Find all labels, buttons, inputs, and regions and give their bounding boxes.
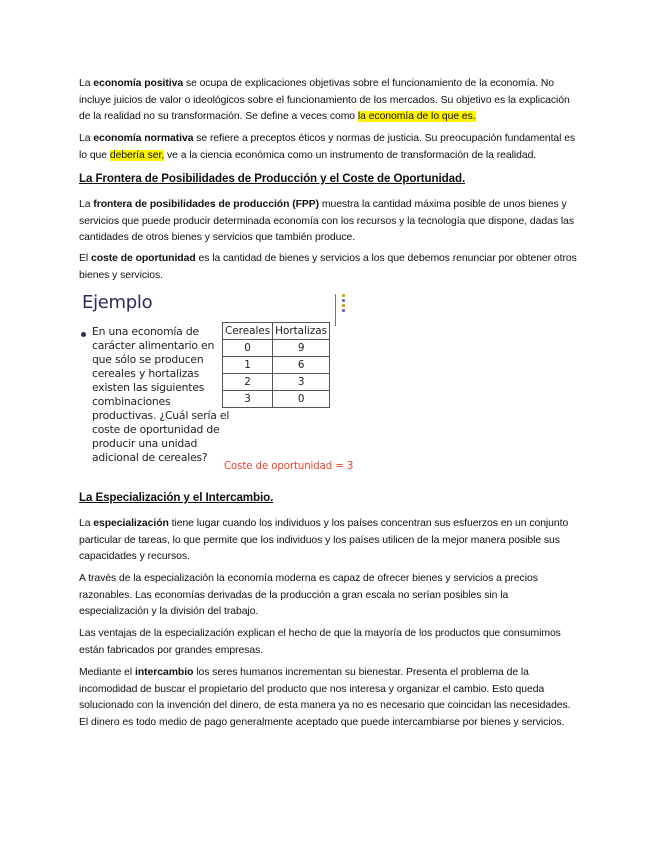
highlight-lo-que-es: la economía de lo que es. <box>357 111 476 122</box>
paragraph-economia-moderna: A través de la especialización la economía moderna es capaz de ofrecer bienes y servicios a precios razonables. Las economías derivadas de la producción a gran escala no serían posibles sin la especialización y la división del trabajo. <box>79 573 538 617</box>
table-row <box>223 357 330 374</box>
term-intercambio: intercambio <box>135 667 194 678</box>
table-header-row <box>223 323 330 340</box>
table-header-hortalizas: Hortalizas <box>273 323 330 340</box>
paragraph-intercambio: Mediante el intercambio los seres humanos incrementan su bienestar. Presenta el problema de la incomodidad de buscar el propietario del producto que nos interesa y organizar el cambio. Esto queda solucionado con la invención del dinero, de esta manera ya no es necesario que coincidan las necesidades. El dinero es todo medio de pago generalmente aceptado que puede intercambiarse por bienes y servicios. <box>79 667 571 728</box>
example-bullet-text: En una economía de carácter alimentario en que sólo se producen cereales y hortalizas existen las siguientes combinaciones productivas. ¿Cuál sería el coste de oportunidad de producir una unidad adicional de cereales? <box>92 325 230 464</box>
table-cell: 0 <box>223 340 273 357</box>
example-result: Coste de oportunidad = 3 <box>224 461 354 472</box>
table-cell: 9 <box>273 340 330 357</box>
table-cell: 2 <box>223 374 273 391</box>
table-cell: 6 <box>273 357 330 374</box>
table-header-cereales: Cereales <box>223 323 273 340</box>
table-row <box>223 340 330 357</box>
term-economia-normativa: economía normativa <box>93 133 194 144</box>
table-cell: 0 <box>273 391 330 408</box>
table-cell: 1 <box>223 357 273 374</box>
highlight-deberia-ser: debería ser, <box>109 149 165 161</box>
term-especializacion: especialización <box>93 518 169 529</box>
heading-frontera-posibilidades: La Frontera de Posibilidades de Producción y el Coste de Oportunidad. <box>79 172 466 185</box>
paragraph-economia-positiva: La economía positiva se ocupa de explicaciones objetivas sobre el funcionamiento de la economía. No incluye juicios de valor o ideológicos sobre el funcionamiento de los mercados. Su objetivo es la explicación de la realidad no su transformación. Se define a veces como la economía de lo que es. <box>79 78 570 122</box>
term-economia-positiva: economía positiva <box>93 78 184 89</box>
table-cell: 3 <box>223 391 273 408</box>
table-row <box>223 391 330 408</box>
example-title: Ejemplo <box>82 292 153 313</box>
production-table <box>222 322 330 408</box>
paragraph-ventajas: Las ventajas de la especialización explican el hecho de que la mayoría de los productos que consumimos están fabricados por grandes empresas. <box>79 628 561 656</box>
paragraph-fpp: La frontera de posibilidades de producción (FPP) muestra la cantidad máxima posible de unos bienes y servicios que puede producir determinada economía con los recursos y la tecnología que dispone, dadas las cantidades de otros bienes y servicios que también produce. <box>79 199 574 243</box>
example-slide <box>78 288 368 478</box>
table-row <box>223 374 330 391</box>
term-coste-oportunidad: coste de oportunidad <box>90 253 196 264</box>
paragraph-especializacion: La especialización tiene lugar cuando los individuos y los países concentran sus esfuerzos en un conjunto particular de tareas, lo que permite que los individuos y los países utilicen de la mejor manera posible sus capacidades y recursos. <box>79 518 569 562</box>
table-cell: 3 <box>273 374 330 391</box>
heading-especializacion: La Especialización y el Intercambio. <box>79 491 274 504</box>
term-fpp: frontera de posibilidades de producción (FPP) <box>93 199 320 210</box>
bullet-icon <box>81 332 86 337</box>
slide-divider <box>335 294 336 326</box>
slide-dots-icon <box>342 294 348 314</box>
paragraph-economia-normativa: La economía normativa se refiere a preceptos éticos y normas de justicia. Su preocupación fundamental es lo que debería ser, ve a la ciencia económica como un instrumento de transformación de la realidad. <box>79 133 576 161</box>
paragraph-coste-oportunidad: El coste de oportunidad es la cantidad de bienes y servicios a los que debemos renunciar por obtener otros bienes y servicios. <box>79 253 577 281</box>
